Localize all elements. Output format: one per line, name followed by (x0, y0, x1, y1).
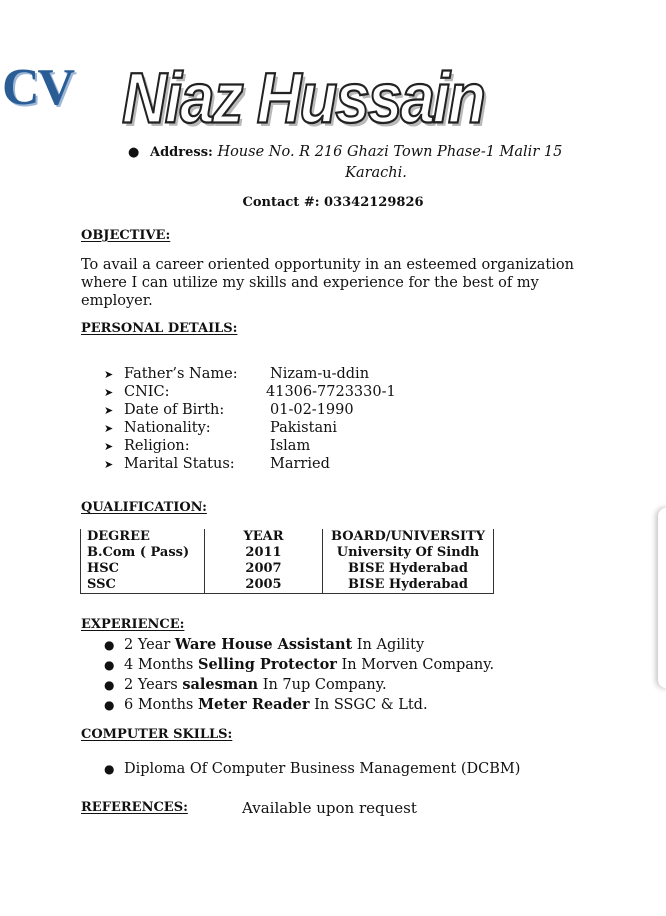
arrow-bullet-icon: ➤ (104, 404, 114, 417)
experience-heading: EXPERIENCE: (81, 617, 185, 632)
bullet-icon: ● (104, 678, 115, 692)
experience-role: Ware House Assistant (174, 636, 353, 653)
bullet-icon: ● (104, 762, 115, 776)
table-cell: 2005 (205, 577, 323, 594)
experience-role: salesman (182, 676, 259, 693)
table-row (81, 545, 494, 561)
list-item (104, 383, 396, 401)
table-header: YEAR (205, 529, 323, 545)
table-cell: BISE Hyderabad (323, 561, 494, 577)
references-heading: REFERENCES: (81, 800, 188, 815)
address-value: House No. R 216 Ghazi Town Phase-1 Malir 15 (217, 144, 563, 160)
detail-value: 01-02-1990 (270, 402, 354, 418)
list-item (104, 760, 520, 779)
detail-label: CNIC: (124, 384, 170, 400)
detail-value: Islam (270, 438, 311, 454)
arrow-bullet-icon: ➤ (104, 422, 114, 435)
experience-company: In Agility (352, 637, 425, 653)
bullet-icon: ● (104, 698, 115, 712)
table-cell: University Of Sindh (323, 545, 494, 561)
table-cell: HSC (81, 561, 205, 577)
detail-value: 41306-7723330-1 (266, 384, 396, 400)
skills-list (104, 760, 520, 779)
address-line (128, 142, 598, 183)
list-item (104, 437, 311, 455)
experience-role: Meter Reader (197, 696, 310, 713)
list-item (104, 635, 494, 655)
qualification-heading: QUALIFICATION: (81, 500, 207, 515)
list-item (104, 419, 338, 437)
detail-label: Marital Status: (124, 456, 235, 472)
detail-label: Nationality: (124, 420, 211, 436)
arrow-bullet-icon: ➤ (104, 368, 114, 381)
computer-skills-heading: COMPUTER SKILLS: (81, 727, 233, 742)
arrow-bullet-icon: ➤ (104, 386, 114, 399)
bullet-icon: ● (128, 145, 140, 160)
objective-text: To avail a career oriented opportunity in an esteemed organization where I can utilize my skills and experience for the best of my employer. (81, 257, 574, 309)
list-item (104, 675, 494, 695)
skill-text: Diploma Of Computer Business Management (DCBM) (124, 761, 521, 777)
experience-company: In SSGC & Ltd. (309, 697, 428, 713)
experience-duration: 2 Year (124, 637, 175, 653)
table-row (81, 577, 494, 594)
table-cell: SSC (81, 577, 205, 594)
experience-duration: 2 Years (124, 677, 183, 693)
detail-label: Father’s Name: (124, 366, 238, 382)
table-cell: BISE Hyderabad (323, 577, 494, 594)
arrow-bullet-icon: ➤ (104, 458, 114, 471)
objective-heading: OBJECTIVE: (81, 228, 171, 243)
cv-mark: CV (2, 59, 74, 116)
list-item (104, 401, 354, 419)
table-cell: B.Com ( Pass) (81, 545, 205, 561)
table-header: BOARD/UNIVERSITY (323, 529, 494, 545)
detail-value: Pakistani (270, 420, 338, 436)
experience-role: Selling Protector (197, 656, 337, 673)
references-value: Available upon request (242, 799, 417, 817)
page-edge-shadow (658, 508, 666, 688)
experience-company: In 7up Company. (258, 677, 387, 693)
detail-value: Nizam-u-ddin (270, 366, 370, 382)
detail-label: Date of Birth: (124, 402, 225, 418)
table-header: DEGREE (81, 529, 205, 545)
table-row (81, 561, 494, 577)
table-cell: 2007 (205, 561, 323, 577)
detail-label: Religion: (124, 438, 190, 454)
table-header-row (81, 529, 494, 545)
arrow-bullet-icon: ➤ (104, 440, 114, 453)
table-cell: 2011 (205, 545, 323, 561)
list-item (104, 455, 330, 473)
personal-details-list (104, 365, 396, 473)
experience-company: In Morven Company. (336, 657, 495, 673)
name-title: Niaz Hussain (122, 59, 484, 139)
qualification-table (80, 529, 494, 594)
contact-number: Contact #: 03342129826 (242, 195, 424, 210)
experience-list (104, 635, 494, 715)
bullet-icon: ● (104, 638, 115, 652)
personal-details-heading: PERSONAL DETAILS: (81, 321, 238, 336)
experience-duration: 4 Months (124, 657, 198, 673)
list-item (104, 695, 494, 715)
address-label: Address: (150, 145, 213, 160)
detail-value: Married (270, 456, 330, 472)
list-item (104, 655, 494, 675)
experience-duration: 6 Months (124, 697, 198, 713)
list-item (104, 365, 370, 383)
address-city: Karachi. (345, 165, 407, 181)
bullet-icon: ● (104, 658, 115, 672)
